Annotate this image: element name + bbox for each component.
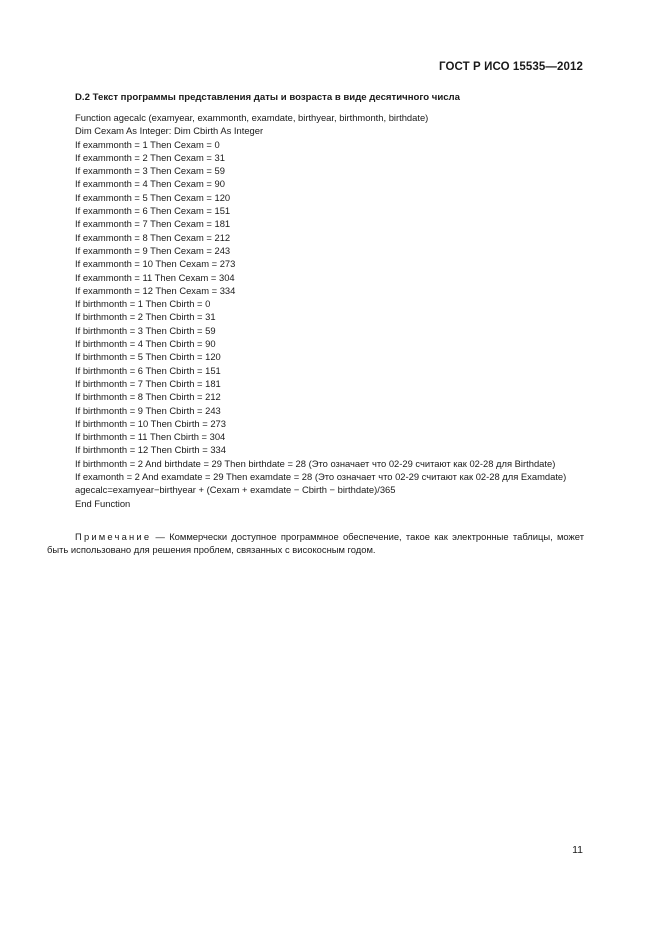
code-line: Dim Cexam As Integer: Dim Cbirth As Integer [75,125,264,137]
code-line: End Function [75,497,131,509]
code-line: If exammonth = 6 Then Cexam = 151 [75,205,231,217]
code-line: If birthmonth = 1 Then Cbirth = 0 [75,298,211,310]
code-line: If birthmonth = 7 Then Cbirth = 181 [75,377,221,389]
code-line: If birthmonth = 4 Then Cbirth = 90 [75,338,216,350]
code-line: If exammonth = 8 Then Cexam = 212 [75,231,231,243]
code-line: If birthmonth = 6 Then Cbirth = 151 [75,364,221,376]
code-line: If birthmonth = 3 Then Cbirth = 59 [75,324,216,336]
note-text: — Коммерчески доступное программное обеспечение, такое как электронные таблицы, может быть использовано для решения проблем, связанных с високосным годом. [47,531,584,556]
code-line: If exammonth = 9 Then Cexam = 243 [75,244,231,256]
code-line: If exammonth = 10 Then Cexam = 273 [75,258,236,270]
code-line: If birthmonth = 10 Then Cbirth = 273 [75,417,226,429]
code-line: If birthmonth = 11 Then Cbirth = 304 [75,431,226,443]
code-line: If birthmonth = 12 Then Cbirth = 334 [75,444,226,456]
document-header: ГОСТ Р ИСО 15535—2012 [438,61,583,73]
code-line: If exammonth = 3 Then Cexam = 59 [75,165,225,177]
note-paragraph [47,530,584,557]
code-line: If exammonth = 12 Then Cexam = 334 [75,284,236,296]
page-number: 11 [572,844,583,856]
code-line: If birthmonth = 2 Then Cbirth = 31 [75,311,216,323]
code-line: If exammonth = 7 Then Cexam = 181 [75,218,231,230]
code-line: If exammonth = 5 Then Cexam = 120 [75,191,231,203]
code-line: If exammonth = 4 Then Cexam = 90 [75,178,225,190]
code-line: If exammonth = 1 Then Cexam = 0 [75,138,220,150]
code-line: If birthmonth = 2 And birthdate = 29 Then birthdate = 28 (Это означает что 02-29 считают как 02-28 для Birthdate) [75,457,556,469]
note-label: Примечание [75,531,152,542]
code-line: If birthmonth = 5 Then Cbirth = 120 [75,351,221,363]
code-line: If exammonth = 11 Then Cexam = 304 [75,271,235,283]
code-line: Function agecalc (examyear, exammonth, examdate, birthyear, birthmonth, birthdate) [75,112,429,123]
program-listing [75,111,585,510]
code-line: If birthmonth = 8 Then Cbirth = 212 [75,391,221,403]
code-line: If examonth = 2 And examdate = 29 Then examdate = 28 (Это означает что 02-29 считают как 02-28 для Examdate) [75,471,567,483]
code-lines [75,111,585,470]
code-line: If exammonth = 2 Then Cexam = 31 [75,151,225,163]
section-title: D.2 Текст программы представления даты и возраста в виде десятичного числа [75,92,460,103]
code-line: agecalc=examyear−birthyear + (Cexam + examdate − Cbirth − birthdate)/365 [75,484,396,496]
code-line: If birthmonth = 9 Then Cbirth = 243 [75,404,221,416]
